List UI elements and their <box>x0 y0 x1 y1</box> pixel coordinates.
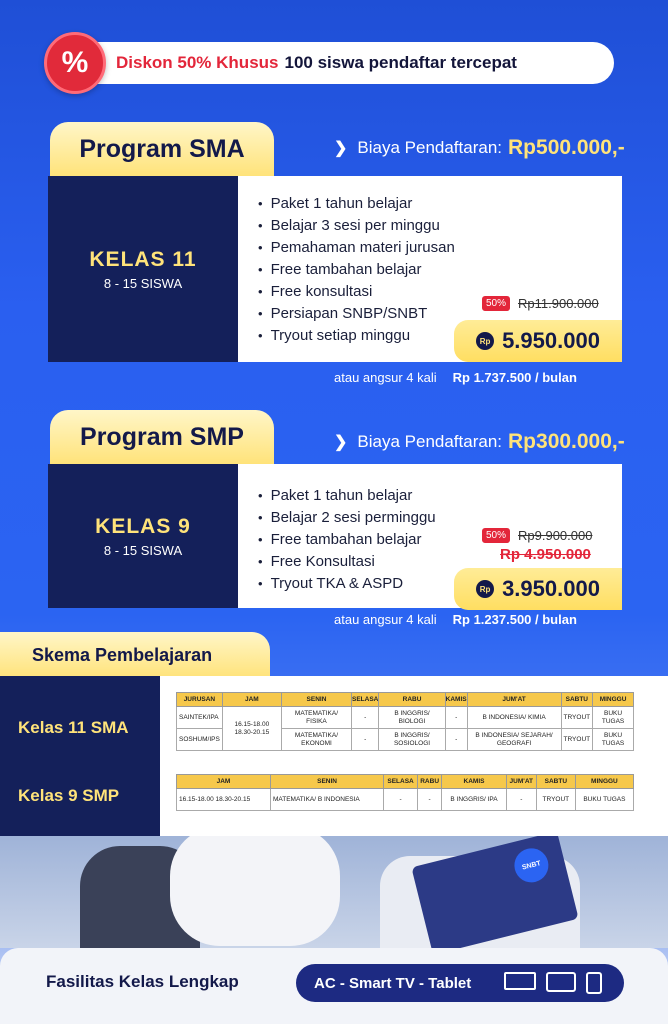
table-header-row <box>177 693 634 707</box>
table-cell: 16.15-18.00 18.30-20.15 <box>222 707 281 751</box>
chevron-right-icon: ❯ <box>334 434 348 451</box>
promo-banner <box>58 42 614 84</box>
rp-coin-icon: Rp <box>476 580 494 598</box>
list-item: • Paket 1 tahun belajar <box>258 484 436 506</box>
column-header: JAM <box>177 775 271 789</box>
sma-feature-list <box>258 192 455 346</box>
program-sma-tab: Program SMA <box>50 122 274 176</box>
smp-fee <box>334 430 625 454</box>
promo-highlight: Diskon 50% Khusus <box>116 53 279 72</box>
smp-old-price: Rp9.900.000 <box>518 528 593 543</box>
table-cell: TRYOUT <box>536 789 575 811</box>
table-cell: B INGGRIS/ IPA <box>442 789 506 811</box>
chevron-right-icon: ❯ <box>334 140 348 157</box>
sma-installment <box>334 370 577 385</box>
smp-price <box>454 568 622 610</box>
table-cell: BUKU TUGAS <box>593 729 634 751</box>
table-cell: - <box>417 789 441 811</box>
table-header-row <box>177 775 634 789</box>
list-item: • Tryout TKA & ASPD <box>258 572 436 594</box>
sma-price <box>454 320 622 362</box>
smp-fee-amount: Rp300.000,- <box>508 430 625 453</box>
table-cell: - <box>352 729 379 751</box>
table-cell: TRYOUT <box>561 729 593 751</box>
sma-class-size: 8 - 15 SISWA <box>103 275 183 291</box>
smp-discount <box>482 528 592 543</box>
column-header: SENIN <box>281 693 351 707</box>
smp-fee-label: Biaya Pendaftaran: <box>357 432 503 451</box>
installment-label: atau angsur 4 kali <box>334 370 437 385</box>
smp-old-price-2: Rp 4.950.000 <box>500 546 591 563</box>
smp-installment <box>334 612 577 627</box>
smp-class-panel <box>48 464 238 608</box>
column-header: SABTU <box>561 693 593 707</box>
column-header: MINGGU <box>575 775 633 789</box>
discount-tag: 50% <box>482 528 510 543</box>
column-header: JUM'AT <box>506 775 536 789</box>
table-cell: TRYOUT <box>561 707 593 729</box>
table-cell: MATEMATIKA/ B INDONESIA <box>270 789 383 811</box>
column-header: JURUSAN <box>177 693 223 707</box>
table-row <box>177 789 634 811</box>
column-header: KAMIS <box>445 693 467 707</box>
discount-tag: 50% <box>482 296 510 311</box>
list-item: • Free konsultasi <box>258 280 455 302</box>
table-cell: B INDONESIA/ KIMIA <box>467 707 561 729</box>
table-cell: - <box>352 707 379 729</box>
table-cell: 16.15-18.00 18.30-20.15 <box>177 789 271 811</box>
rp-coin-icon: Rp <box>476 332 494 350</box>
sma-old-price: Rp11.900.000 <box>518 296 599 311</box>
list-item: • Tryout setiap minggu <box>258 324 455 346</box>
list-item: • Paket 1 tahun belajar <box>258 192 455 214</box>
column-header: RABU <box>379 693 445 707</box>
table-cell: MATEMATIKA/ FISIKA <box>281 707 351 729</box>
book-logo: SNBT <box>511 845 552 886</box>
table-cell: - <box>506 789 536 811</box>
column-header: JAM <box>222 693 281 707</box>
column-header: SELASA <box>352 693 379 707</box>
list-item: • Belajar 2 sesi perminggu <box>258 506 436 528</box>
sma-price-value: 5.950.000 <box>502 328 600 353</box>
smp-class-title: KELAS 9 <box>95 514 191 538</box>
sma-schedule-table <box>176 692 634 751</box>
smp-feature-list <box>258 484 436 594</box>
column-header: MINGGU <box>593 693 634 707</box>
column-header: KAMIS <box>442 775 506 789</box>
table-row <box>177 707 634 729</box>
column-header: JUM'AT <box>467 693 561 707</box>
sma-class-title: KELAS 11 <box>89 247 197 271</box>
table-cell: BUKU TUGAS <box>575 789 633 811</box>
schedule-panel <box>160 676 668 836</box>
column-header: SELASA <box>384 775 418 789</box>
ac-icon <box>504 972 536 990</box>
list-item: • Free tambahan belajar <box>258 528 436 550</box>
column-header: SABTU <box>536 775 575 789</box>
installment-label: atau angsur 4 kali <box>334 612 437 627</box>
sma-class-panel <box>48 176 238 362</box>
tv-icon <box>546 972 576 992</box>
facilities-label: Fasilitas Kelas Lengkap <box>46 972 239 991</box>
installment-amount: Rp 1.737.500 / bulan <box>452 370 577 385</box>
table-cell: - <box>384 789 418 811</box>
smp-schedule-table <box>176 774 634 811</box>
students-photo <box>0 836 668 948</box>
facilities-text: AC - Smart TV - Tablet <box>314 974 472 992</box>
table-cell: BUKU TUGAS <box>593 707 634 729</box>
table-cell: SAINTEK/IPA <box>177 707 223 729</box>
sma-fee-amount: Rp500.000,- <box>508 136 625 159</box>
installment-amount: Rp 1.237.500 / bulan <box>452 612 577 627</box>
table-cell: - <box>445 729 467 751</box>
schedule-side-panel <box>0 676 160 836</box>
column-header: RABU <box>417 775 441 789</box>
sma-discount <box>482 296 599 311</box>
discount-badge-icon: % <box>44 32 106 94</box>
list-item: • Persiapan SNBP/SNBT <box>258 302 455 324</box>
smp-class-size: 8 - 15 SISWA <box>103 542 183 558</box>
tablet-icon <box>586 972 602 994</box>
table-cell: B INGGRIS/ SOSIOLOGI <box>379 729 445 751</box>
sma-fee <box>334 136 625 160</box>
schedule-title: Skema Pembelajaran <box>0 632 270 678</box>
sma-fee-label: Biaya Pendaftaran: <box>357 138 503 157</box>
schedule-label-sma: Kelas 11 SMA <box>18 718 129 737</box>
schedule-label-smp: Kelas 9 SMP <box>18 786 120 805</box>
list-item: • Free Konsultasi <box>258 550 436 572</box>
table-cell: - <box>445 707 467 729</box>
table-cell: B INGGRIS/ BIOLOGI <box>379 707 445 729</box>
table-cell: MATEMATIKA/ EKONOMI <box>281 729 351 751</box>
list-item: • Free tambahan belajar <box>258 258 455 280</box>
table-cell: SOSHUM/IPS <box>177 729 223 751</box>
program-smp-tab: Program SMP <box>50 410 274 464</box>
list-item: • Pemahaman materi jurusan <box>258 236 455 258</box>
table-cell: B INDONESIA/ SEJARAH/ GEOGRAFI <box>467 729 561 751</box>
column-header: SENIN <box>270 775 383 789</box>
facilities-pill <box>296 964 624 1002</box>
smp-price-value: 3.950.000 <box>502 576 600 601</box>
list-item: • Belajar 3 sesi per minggu <box>258 214 455 236</box>
promo-text: 100 siswa pendaftar tercepat <box>284 53 517 72</box>
